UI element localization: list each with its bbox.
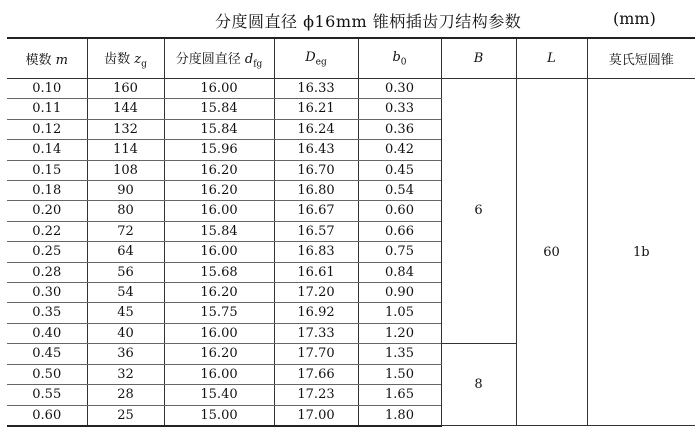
cell-module: 0.35 [7,303,87,323]
cell-b0: 0.33 [358,99,441,119]
cell-L: 60 [516,79,587,426]
header-deg: $D_{eg}$ [274,38,358,79]
cell-module: 0.25 [7,242,87,262]
cell-pitch-diameter: 16.00 [164,242,274,262]
cell-pitch-diameter: 16.20 [164,283,274,303]
cell-module: 0.15 [7,160,87,180]
cell-teeth: 56 [87,262,164,282]
cell-pitch-diameter: 16.00 [164,201,274,221]
cell-b0: 1.05 [358,303,441,323]
cell-module: 0.20 [7,201,87,221]
cell-module: 0.22 [7,221,87,241]
table-unit: (mm) [613,9,656,28]
cell-b0: 1.65 [358,385,441,405]
cell-b0: 0.54 [358,181,441,201]
cell-module: 0.60 [7,405,87,426]
cell-deg: 17.23 [274,385,358,405]
cell-deg: 16.33 [274,79,358,99]
cell-deg: 16.67 [274,201,358,221]
cell-module: 0.50 [7,364,87,384]
cell-deg: 16.70 [274,160,358,180]
cell-teeth: 108 [87,160,164,180]
cell-deg: 17.00 [274,405,358,426]
cell-deg: 16.21 [274,99,358,119]
cell-b0: 1.50 [358,364,441,384]
cell-teeth: 25 [87,405,164,426]
cell-b0: 0.75 [358,242,441,262]
cell-taper: 1b [587,79,695,426]
cell-pitch-diameter: 16.20 [164,160,274,180]
cell-teeth: 132 [87,119,164,139]
cell-teeth: 32 [87,364,164,384]
cell-module: 0.12 [7,119,87,139]
cell-teeth: 160 [87,79,164,99]
cell-deg: 17.70 [274,344,358,364]
cell-module: 0.30 [7,283,87,303]
cell-module: 0.10 [7,79,87,99]
cell-b0: 0.42 [358,140,441,160]
cell-b0: 0.30 [358,79,441,99]
cell-b0: 0.60 [358,201,441,221]
cell-deg: 16.24 [274,119,358,139]
table-row [7,79,695,99]
cell-b0: 1.35 [358,344,441,364]
header-taper: 莫氏短圆锥 [587,38,695,79]
cell-pitch-diameter: 15.84 [164,99,274,119]
cell-module: 0.45 [7,344,87,364]
cell-pitch-diameter: 15.96 [164,140,274,160]
cell-deg: 16.57 [274,221,358,241]
parameter-table [7,37,695,427]
cell-b0: 0.45 [358,160,441,180]
cell-deg: 17.33 [274,323,358,343]
cell-deg: 16.80 [274,181,358,201]
cell-teeth: 80 [87,201,164,221]
cell-deg: 16.83 [274,242,358,262]
cell-deg: 16.92 [274,303,358,323]
header-b0: $b_0$ [358,38,441,79]
cell-teeth: 40 [87,323,164,343]
cell-module: 0.28 [7,262,87,282]
cell-pitch-diameter: 15.00 [164,405,274,426]
cell-module: 0.55 [7,385,87,405]
table-title: 分度圆直径 ϕ16mm 锥柄插齿刀结构参数 [215,12,522,31]
cell-module: 0.40 [7,323,87,343]
cell-pitch-diameter: 15.84 [164,221,274,241]
cell-pitch-diameter: 16.00 [164,364,274,384]
cell-pitch-diameter: 16.20 [164,344,274,364]
header-row [7,38,695,79]
cell-pitch-diameter: 15.75 [164,303,274,323]
cell-B-group1: 6 [441,79,516,344]
cell-teeth: 114 [87,140,164,160]
cell-pitch-diameter: 15.84 [164,119,274,139]
cell-teeth: 45 [87,303,164,323]
cell-module: 0.14 [7,140,87,160]
cell-teeth: 72 [87,221,164,241]
table-caption [0,0,700,36]
cell-pitch-diameter: 16.20 [164,181,274,201]
cell-pitch-diameter: 16.00 [164,323,274,343]
cell-pitch-diameter: 15.68 [164,262,274,282]
cell-b0: 0.36 [358,119,441,139]
cell-deg: 17.66 [274,364,358,384]
cell-pitch-diameter: 15.40 [164,385,274,405]
cell-B-group2: 8 [441,344,516,426]
cell-pitch-diameter: 16.00 [164,79,274,99]
header-module: 模数 m [7,38,87,79]
cell-teeth: 54 [87,283,164,303]
cell-module: 0.18 [7,181,87,201]
header-B: B [441,38,516,79]
cell-deg: 16.61 [274,262,358,282]
header-teeth: 齿数 $z_g$ [87,38,164,79]
cell-b0: 1.80 [358,405,441,426]
cell-b0: 1.20 [358,323,441,343]
cell-teeth: 64 [87,242,164,262]
header-pitch-diameter: 分度圆直径 $d_{fg}$ [164,38,274,79]
cell-teeth: 28 [87,385,164,405]
cell-teeth: 36 [87,344,164,364]
cell-module: 0.11 [7,99,87,119]
cell-b0: 0.90 [358,283,441,303]
cell-teeth: 90 [87,181,164,201]
cell-deg: 16.43 [274,140,358,160]
cell-b0: 0.84 [358,262,441,282]
header-L: L [516,38,587,79]
cell-teeth: 144 [87,99,164,119]
cell-b0: 0.66 [358,221,441,241]
cell-deg: 17.20 [274,283,358,303]
